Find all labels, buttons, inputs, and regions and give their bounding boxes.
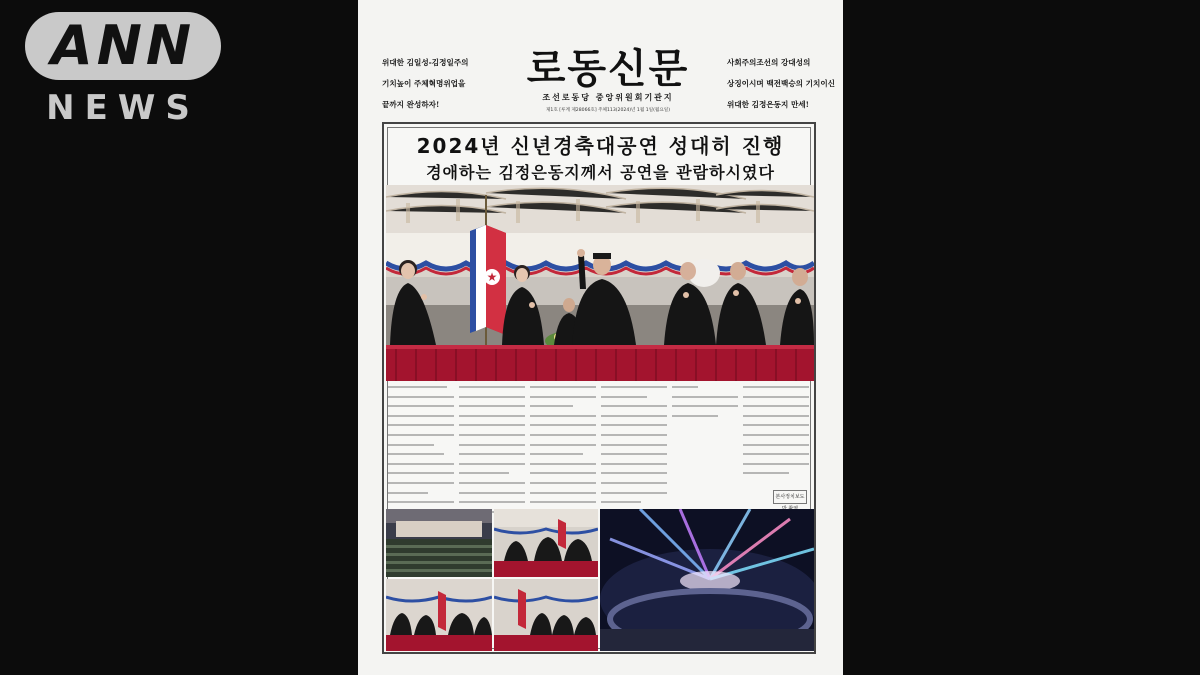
right-slogan-line: 사회주의조선의 강대성의 bbox=[727, 58, 811, 67]
masthead bbox=[508, 44, 708, 113]
right-slogan-line: 상징이시며 백전백승의 기치이신 bbox=[727, 79, 835, 88]
subheadline: 경애하는 김정은동지께서 공연을 관람하시였다 bbox=[426, 163, 775, 182]
svg-text:★: ★ bbox=[486, 270, 498, 284]
byline: 본사정치보도 bbox=[773, 490, 807, 504]
newspaper-page bbox=[358, 0, 843, 675]
masthead-right-slogan bbox=[727, 52, 853, 115]
left-slogan-line: 위대한 김일성-김정일주의 bbox=[382, 58, 469, 67]
photo-dignitaries bbox=[386, 579, 492, 651]
photo-leader-waving bbox=[494, 509, 598, 577]
masthead-left-slogan bbox=[382, 52, 508, 115]
photo-leader-applause bbox=[494, 579, 598, 651]
photo-stage-lights bbox=[600, 509, 814, 651]
photo-audience-hall bbox=[386, 509, 492, 577]
main-photo bbox=[386, 185, 814, 381]
issue-line: 제1호 [루계 제28066호] 주체113(2024)년 1월 1일(월요일) bbox=[545, 108, 671, 113]
newspaper-title: 로동신문 bbox=[526, 45, 690, 92]
ann-news-logo bbox=[25, 12, 221, 128]
news-logo-text: NEWS bbox=[46, 88, 200, 128]
headline: 2024년 신년경축대공연 성대히 진행 bbox=[416, 134, 785, 158]
article-body bbox=[388, 386, 812, 504]
right-slogan-line: 위대한 김정은동지 만세! bbox=[727, 100, 809, 109]
newspaper-subtitle: 조선로동당 중앙위원회기관지 bbox=[542, 93, 674, 102]
left-slogan-line: 기치높이 주체혁명위업을 bbox=[382, 79, 466, 88]
ann-logo-text: ANN bbox=[25, 12, 221, 80]
left-slogan-line: 끝까지 완성하자! bbox=[382, 100, 440, 109]
